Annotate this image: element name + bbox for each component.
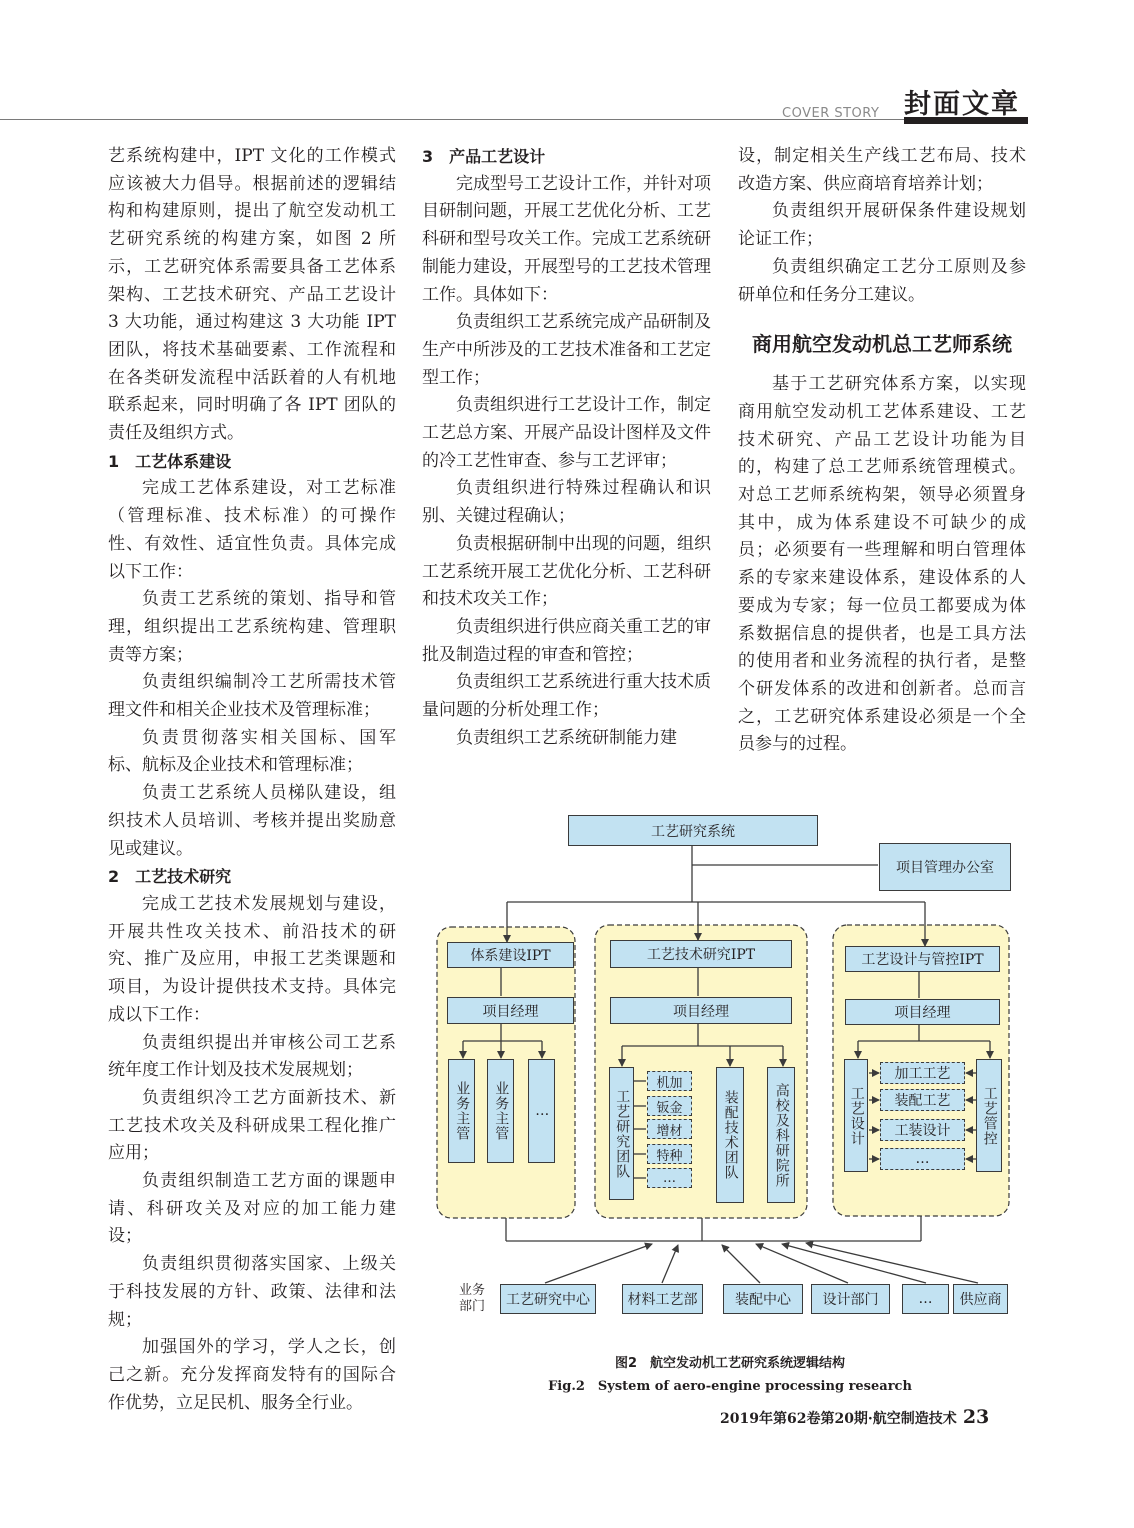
paragraph: 艺系统构建中，IPT 文化的工作模式应该被大力倡导。根据前述的逻辑结构和构建原则，提出了航空发动机工艺研究系统的构建方案，如图 2 所示，工艺研究体系需要具备工艺体系架构、工艺技术研究、产品工艺设计 3 大功能，通过构建这 3 大功能 IPT 团队，将技术基础要素、工作流程和在各类研发流程中活跃着的人有机地联系起来，同时明确了各 IPT 团队的责任及组织方式。 [108, 146, 396, 444]
t2-sub-3: 增材 [647, 1119, 692, 1139]
figure-caption-cn: 图2 航空发动机工艺研究系统逻辑结构 [614, 1356, 846, 1371]
paragraph: 负责组织提出并审核公司工艺系统年度工作计划及技术发展规划； [108, 1032, 396, 1081]
t2-sub-2: 钣金 [647, 1096, 692, 1116]
dept-1: 工艺研究中心 [500, 1284, 596, 1314]
section-heading: 2 工艺技术研究 [108, 867, 232, 887]
t3-control: 工艺管控 [976, 1059, 1002, 1172]
paragraph: 完成型号工艺设计工作，并针对项目研制问题，开展工艺优化分析、工艺科研和型号攻关工作。完成工艺系统研制能力建设，开展型号的工艺技术管理工作。具体如下： [422, 173, 711, 305]
column-3 [738, 143, 1026, 759]
t2-research-team: 工艺研究团队 [609, 1067, 634, 1200]
t3-sub-4: … [880, 1148, 965, 1170]
page-footer [720, 1406, 989, 1428]
paragraph: 负责组织编制冷工艺所需技术管理文件和相关企业技术及管理标准； [108, 672, 396, 721]
dept-3: 装配中心 [723, 1284, 803, 1314]
ipt-design-box: 工艺设计与管控IPT [845, 946, 1000, 972]
dept-6: 供应商 [953, 1284, 1008, 1314]
t2-sub-1: 机加 [647, 1071, 692, 1091]
paragraph: 设，制定相关生产线工艺布局、技术改造方案、供应商培育培养计划； [738, 146, 1026, 194]
column-2 [422, 143, 711, 752]
paragraph: 负责工艺系统的策划、指导和管理，组织提出工艺系统构建、管理职责等方案； [108, 589, 396, 665]
ipt-system-box: 体系建设IPT [447, 942, 574, 968]
research-system-box: 工艺研究系统 [568, 815, 818, 846]
pm-box-3: 项目经理 [845, 999, 1000, 1025]
paragraph: 负责组织工艺系统进行重大技术质量问题的分析处理工作； [422, 672, 711, 721]
paragraph: 负责组织制造工艺方面的课题申请、科研攻关及对应的加工能力建设； [108, 1171, 396, 1247]
page-number: 23 [962, 1406, 990, 1428]
section-label-cn: 封面文章 [904, 89, 1020, 120]
figure-2 [420, 808, 1040, 1328]
section-title: 商用航空发动机总工艺师系统 [752, 332, 1012, 357]
t1-leaf-2: 业务主管 [487, 1059, 514, 1163]
ipt-tech-box: 工艺技术研究IPT [610, 940, 792, 968]
paragraph: 完成工艺技术发展规划与建设，开展共性攻关技术、前沿技术的研究、推广及应用，申报工艺类课题和项目，为设计提供技术支持。具体完成以下工作： [108, 893, 396, 1025]
figure-caption-en: Fig.2 System of aero-engine processing research [548, 1379, 912, 1394]
t2-sub-5: … [647, 1168, 692, 1188]
section-heading: 3 产品工艺设计 [422, 147, 546, 166]
paragraph: 负责组织工艺系统研制能力建 [456, 727, 677, 748]
pm-box-2: 项目经理 [610, 997, 792, 1024]
dept-4: 设计部门 [811, 1284, 890, 1314]
t3-sub-3: 工装设计 [880, 1119, 965, 1141]
t1-leaf-1: 业务主管 [448, 1059, 475, 1163]
paragraph: 完成工艺体系建设，对工艺标准（管理标准、技术标准）的可操作性、有效性、适宜性负责。具体完成以下工作： [108, 478, 396, 582]
t3-sub-2: 装配工艺 [880, 1089, 965, 1111]
section-label-en: COVER STORY [782, 106, 880, 121]
paragraph: 负责组织进行特殊过程确认和识别、关键过程确认； [422, 478, 711, 527]
paragraph: 负责组织贯彻落实国家、上级关于科技发展的方针、政策、法律和法规； [108, 1254, 396, 1330]
paragraph: 负责根据研制中出现的问题，组织工艺系统开展工艺优化分析、工艺科研和技术攻关工作； [422, 533, 711, 610]
pm-box-1: 项目经理 [447, 997, 574, 1024]
paragraph: 加强国外的学习，学人之长，创己之新。充分发挥商发特有的国际合作优势，立足民机、服务全行业。 [108, 1337, 396, 1413]
t2-assembly-team: 装配技术团队 [716, 1067, 744, 1203]
t3-design: 工艺设计 [844, 1059, 868, 1172]
t1-leaf-3: … [528, 1059, 555, 1163]
paragraph: 基于工艺研究体系方案，以实现商用航空发动机工艺体系建设、工艺技术研究、产品工艺设计功能为目的，构建了总工艺师系统管理模式。对总工艺师系统构架，领导必须置身其中，成为体系建设不可缺少的成员；必须要有一些理解和明白管理体系的专家来建设体系，建设体系的人要成为专家；每一位员工都要成为体系数据信息的提供者，也是工具方法的使用者和业务流程的执行者，是整个研发体系的改进和创新者。总而言之，工艺研究体系建设必须是一个全员参与的过程。 [738, 374, 1026, 755]
paragraph: 负责组织开展研保条件建设规划论证工作； [738, 201, 1026, 250]
paragraph: 负责组织进行供应商关重工艺的审批及制造过程的审查和管控； [422, 616, 711, 665]
section-heading: 1 工艺体系建设 [108, 451, 232, 471]
t2-university: 高校及科研院所 [767, 1067, 795, 1203]
paragraph: 负责组织确定工艺分工原则及参研单位和任务分工建议。 [738, 256, 1026, 305]
dept-5: … [902, 1284, 949, 1314]
column-1 [108, 143, 396, 1417]
dept-label: 业务部门 [459, 1283, 486, 1314]
paragraph: 负责组织工艺系统完成产品研制及生产中所涉及的工艺技术准备和工艺定型工作； [422, 312, 711, 388]
t3-sub-1: 加工工艺 [880, 1062, 965, 1084]
paragraph: 负责工艺系统人员梯队建设，组织技术人员培训、考核并提出奖励意见或建议。 [108, 783, 396, 859]
journal-info: 2019年第62卷第20期·航空制造技术 [720, 1411, 957, 1427]
paragraph: 负责组织进行工艺设计工作，制定工艺总方案、开展产品设计图样及文件的冷工艺性审查、参与工艺评审； [422, 395, 711, 471]
paragraph: 负责贯彻落实相关国标、国军标、航标及企业技术和管理标准； [108, 727, 396, 776]
project-office-box: 项目管理办公室 [879, 843, 1011, 891]
paragraph: 负责组织冷工艺方面新技术、新工艺技术攻关及科研成果工程化推广应用； [108, 1087, 396, 1164]
dept-2: 材料工艺部 [622, 1284, 703, 1314]
t2-sub-4: 特种 [647, 1144, 692, 1164]
